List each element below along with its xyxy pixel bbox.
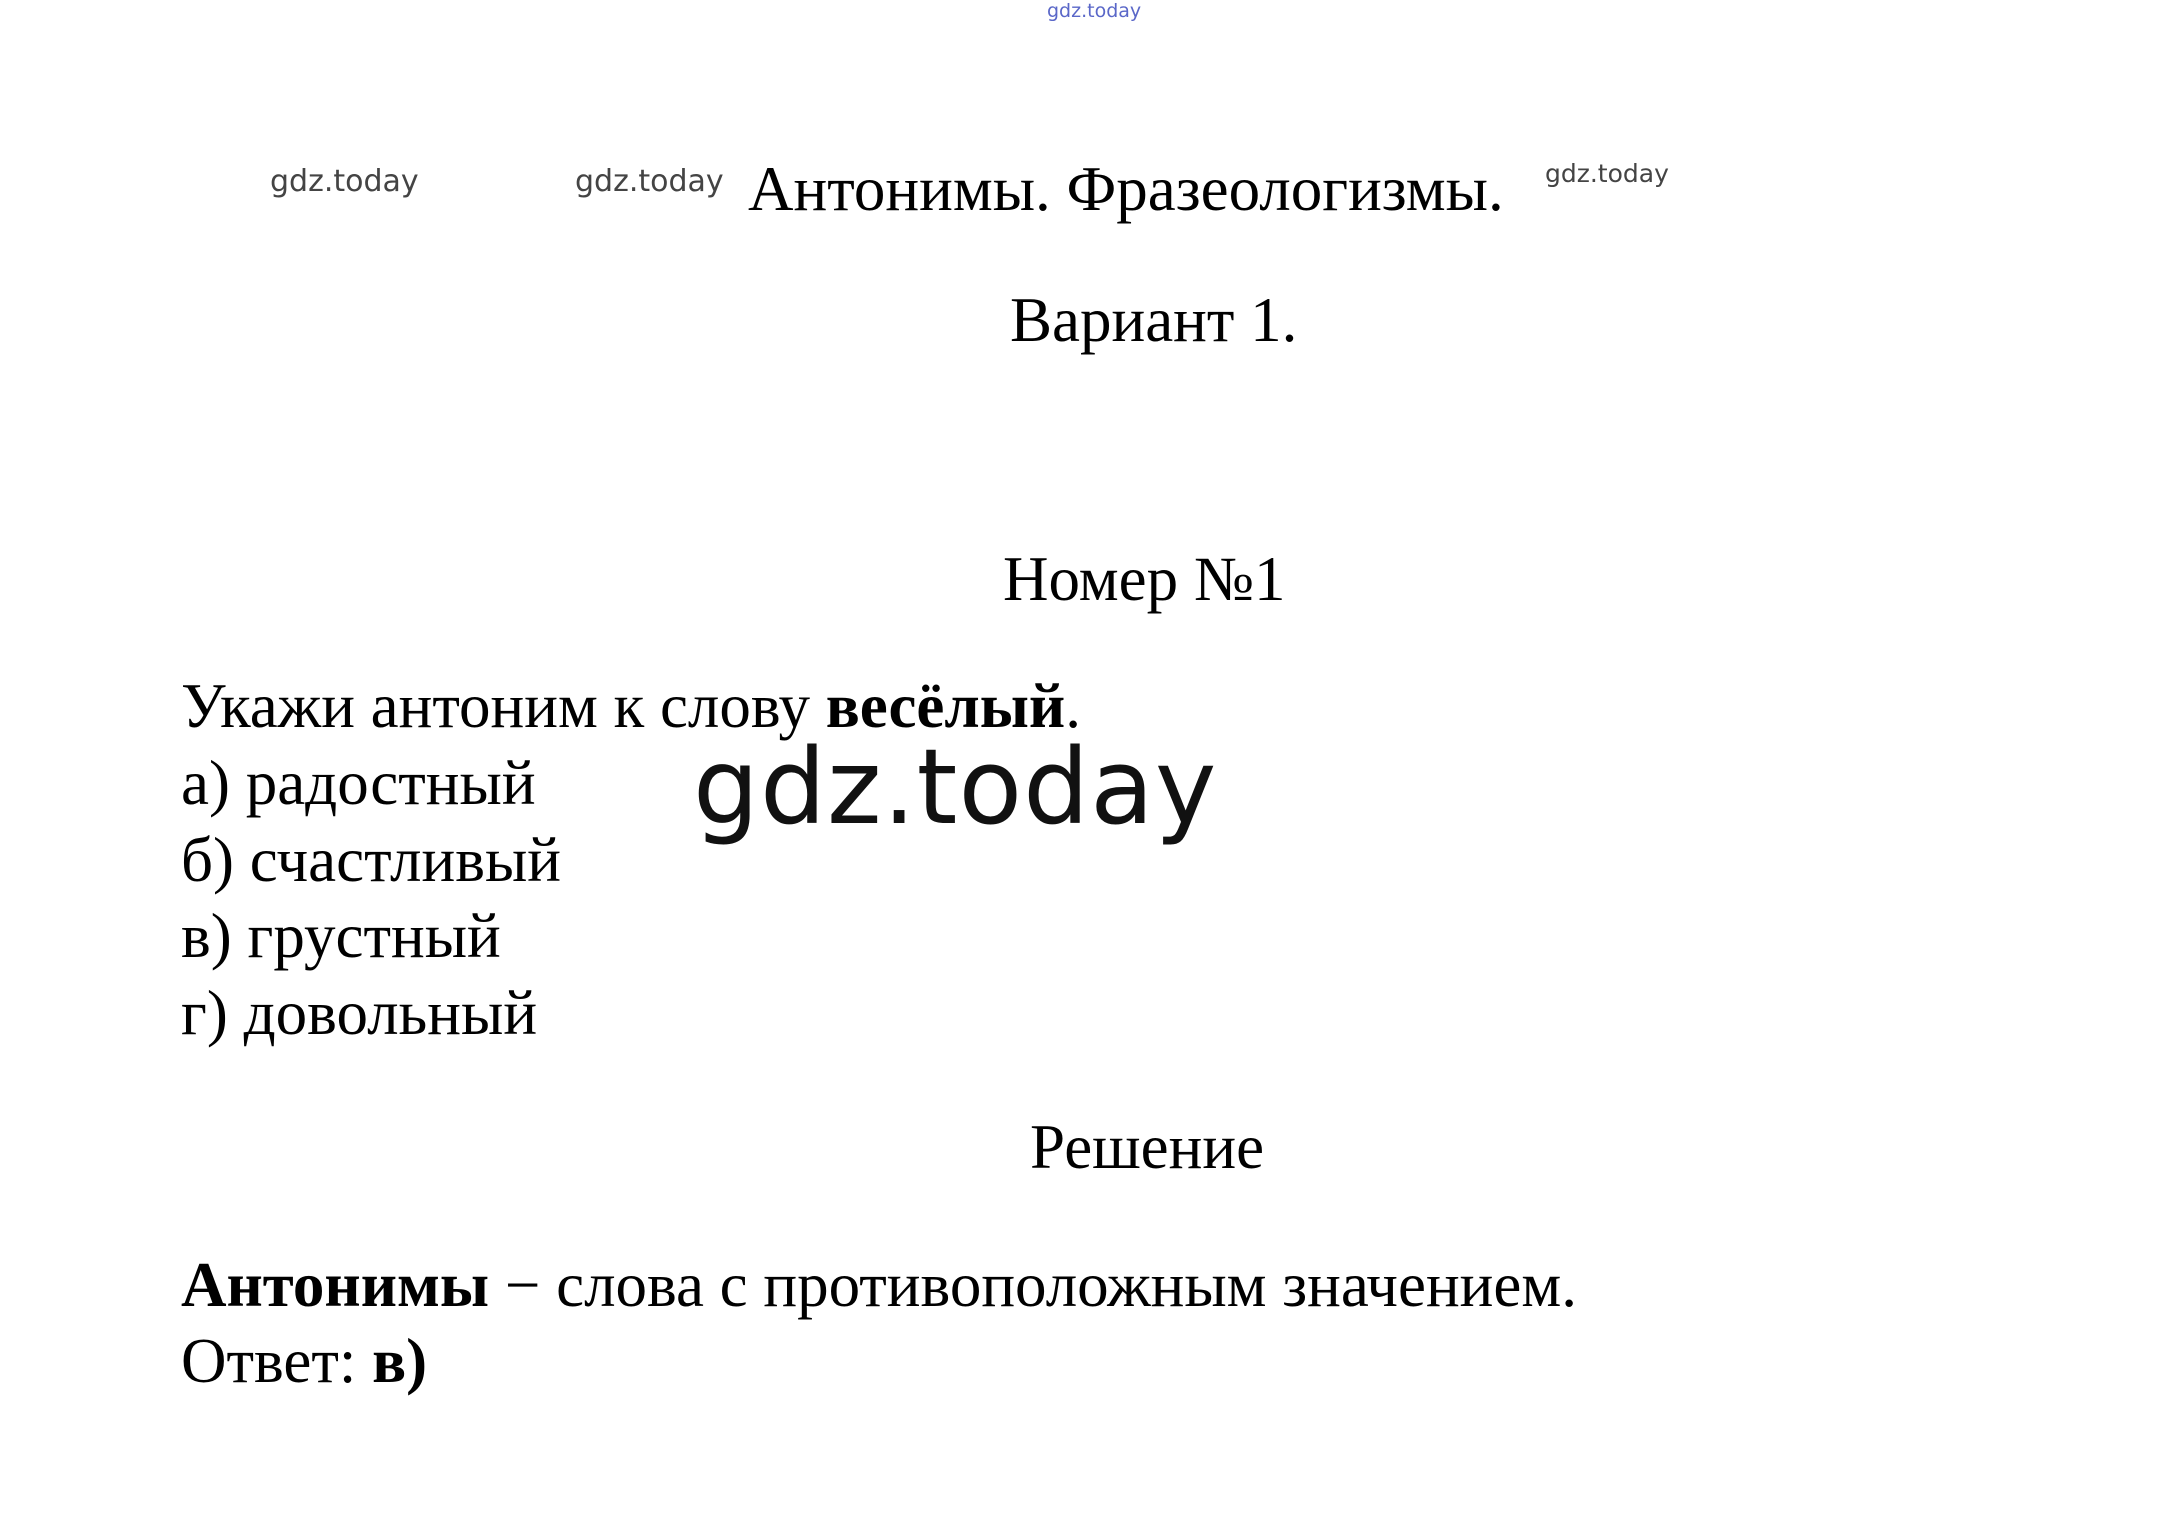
option-a: а) радостный xyxy=(181,748,536,818)
watermark-center-large: gdz.today xyxy=(693,726,1218,848)
definition-text xyxy=(181,1250,1577,1320)
page-title: Антонимы. Фразеологизмы. xyxy=(748,154,1504,224)
watermark-header-right: gdz.today xyxy=(1545,159,1669,188)
option-d: г) довольный xyxy=(181,978,538,1048)
definition-term: Антонимы xyxy=(181,1250,490,1320)
variant-heading: Вариант 1. xyxy=(1010,285,1298,355)
solution-heading: Решение xyxy=(1030,1112,1265,1182)
watermark-header-middle: gdz.today xyxy=(575,164,724,199)
answer-line xyxy=(181,1326,428,1396)
task-number: Номер №1 xyxy=(1003,544,1286,614)
question-suffix: . xyxy=(1065,671,1081,741)
answer-label: Ответ: xyxy=(181,1326,373,1396)
option-c: в) грустный xyxy=(181,901,501,971)
watermark-header-left: gdz.today xyxy=(270,164,419,199)
watermark-top: gdz.today xyxy=(1047,0,1142,22)
question-prefix: Укажи антоним к слову xyxy=(181,671,826,741)
definition-body: − слова с противоположным значением. xyxy=(489,1250,1577,1320)
option-b: б) счастливый xyxy=(181,825,561,895)
answer-value: в) xyxy=(372,1326,428,1396)
question-keyword: весёлый xyxy=(825,671,1066,741)
